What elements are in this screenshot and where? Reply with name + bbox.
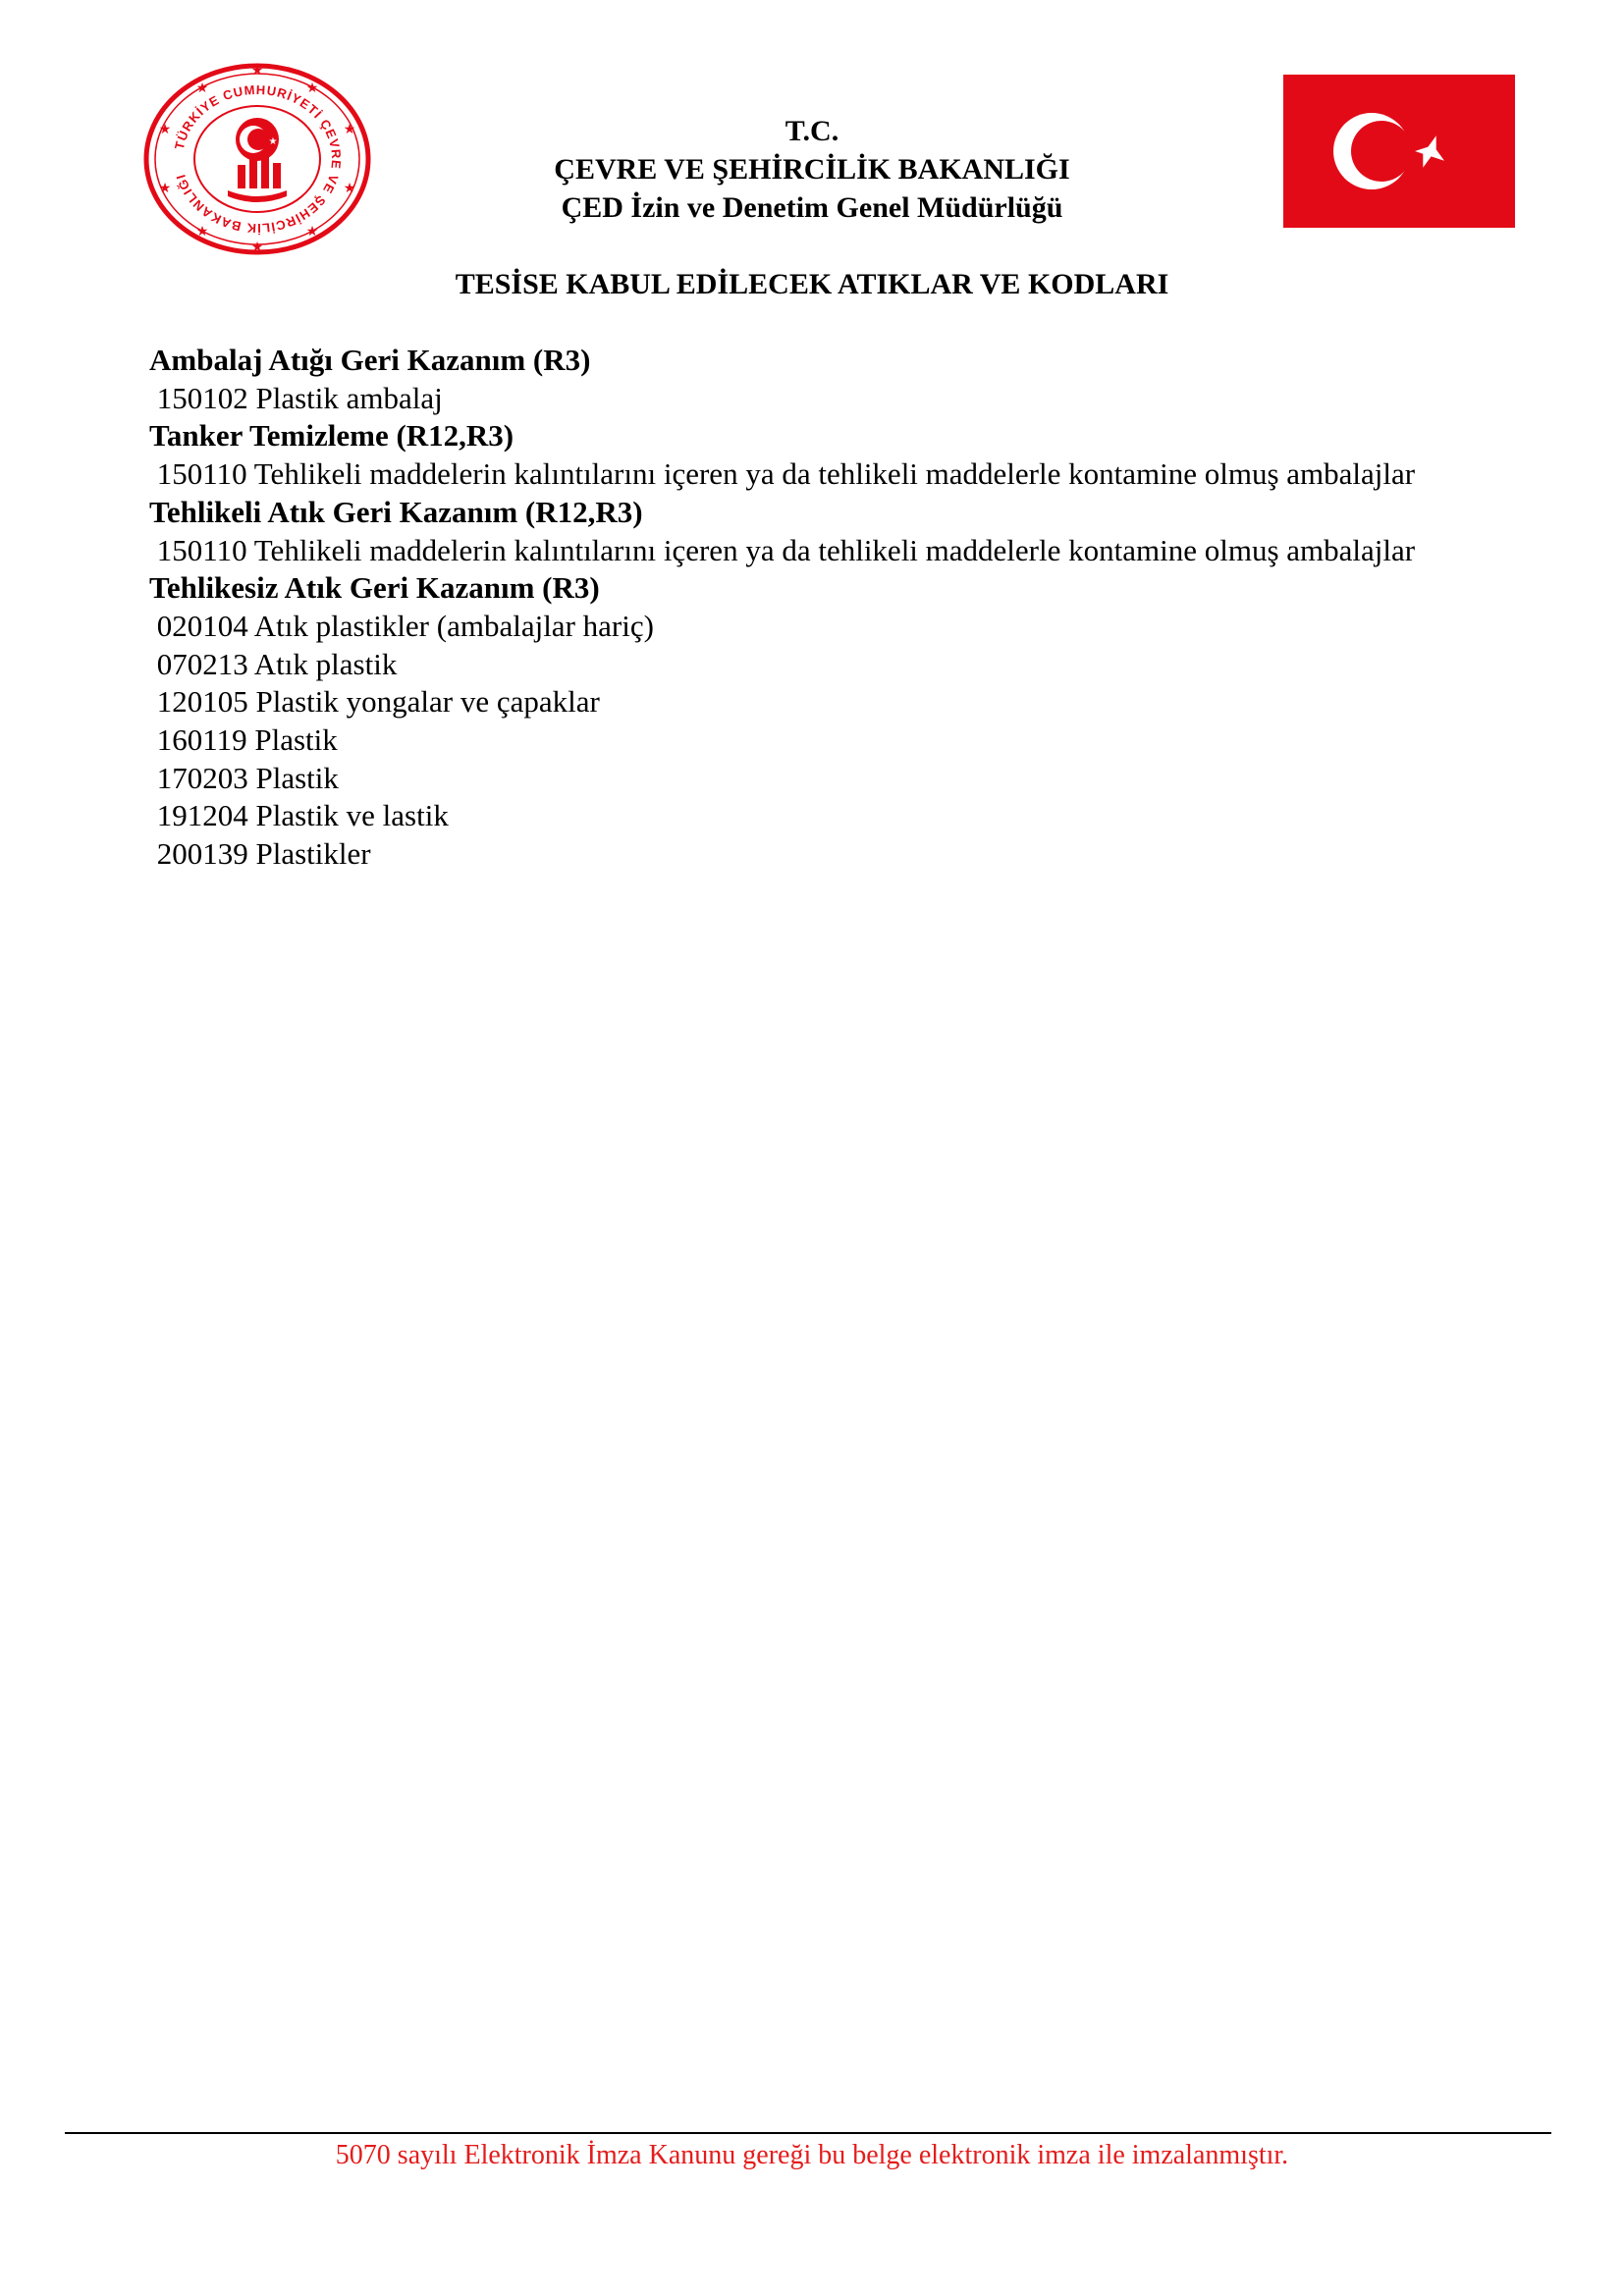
waste-item: 160119 Plastik bbox=[149, 722, 338, 758]
seal-ring-text: TÜRKİYE CUMHURİYETİ ÇEVRE VE ŞEHİRCİLİK BAKANLIĞI bbox=[171, 81, 345, 237]
section-title: Tanker Temizleme (R12,R3) bbox=[149, 418, 514, 454]
e-signature-notice: 5070 sayılı Elektronik İmza Kanunu gereği bu belge elektronik imza ile imzalanmıştır. bbox=[335, 2140, 1289, 2170]
section-ambalaj bbox=[149, 342, 1426, 417]
waste-list bbox=[149, 342, 1426, 874]
header-tc: T.C. bbox=[785, 115, 839, 147]
waste-item: 170203 Plastik bbox=[149, 760, 339, 795]
section-title: Tehlikesiz Atık Geri Kazanım (R3) bbox=[149, 570, 600, 606]
svg-text:★: ★ bbox=[268, 136, 278, 147]
header-directorate: ÇED İzin ve Denetim Genel Müdürlüğü bbox=[561, 191, 1063, 224]
waste-item: 150110 Tehlikeli maddelerin kalıntılarını içeren ya da tehlikeli maddelerle kontamine olmuş ambalajlar bbox=[149, 456, 1416, 492]
waste-item: 070213 Atık plastik bbox=[149, 646, 398, 681]
waste-item: 150110 Tehlikeli maddelerin kalıntılarını içeren ya da tehlikeli maddelerle kontamine olmuş ambalajlar bbox=[149, 532, 1416, 567]
svg-text:★: ★ bbox=[250, 240, 264, 255]
section-title: Ambalaj Atığı Geri Kazanım (R3) bbox=[149, 343, 591, 377]
svg-text:★: ★ bbox=[250, 63, 264, 79]
svg-text:★: ★ bbox=[195, 80, 209, 96]
waste-item: 150102 Plastik ambalaj bbox=[149, 380, 443, 415]
header-ministry: ÇEVRE VE ŞEHİRCİLİK BAKANLIĞI bbox=[554, 153, 1070, 186]
section-tehlikeli bbox=[149, 494, 1426, 569]
section-title: Tehlikeli Atık Geri Kazanım (R12,R3) bbox=[149, 494, 643, 529]
waste-item: 191204 Plastik ve lastik bbox=[149, 798, 449, 833]
footer-divider bbox=[65, 2132, 1551, 2134]
svg-text:★: ★ bbox=[305, 224, 319, 240]
svg-text:★: ★ bbox=[305, 80, 319, 96]
section-tanker bbox=[149, 417, 1426, 493]
document-title: TESİSE KABUL EDİLECEK ATIKLAR VE KODLARI bbox=[455, 268, 1169, 300]
svg-text:★: ★ bbox=[343, 122, 356, 137]
svg-text:★: ★ bbox=[195, 224, 209, 240]
section-tehlikesiz bbox=[149, 569, 1426, 874]
waste-item: 120105 Plastik yongalar ve çapaklar bbox=[149, 684, 600, 720]
svg-text:★: ★ bbox=[158, 181, 172, 196]
svg-text:★: ★ bbox=[343, 181, 356, 196]
svg-text:★: ★ bbox=[158, 122, 172, 137]
waste-item: 200139 Plastikler bbox=[149, 836, 371, 872]
waste-item: 020104 Atık plastikler (ambalajlar hariç) bbox=[149, 608, 654, 643]
